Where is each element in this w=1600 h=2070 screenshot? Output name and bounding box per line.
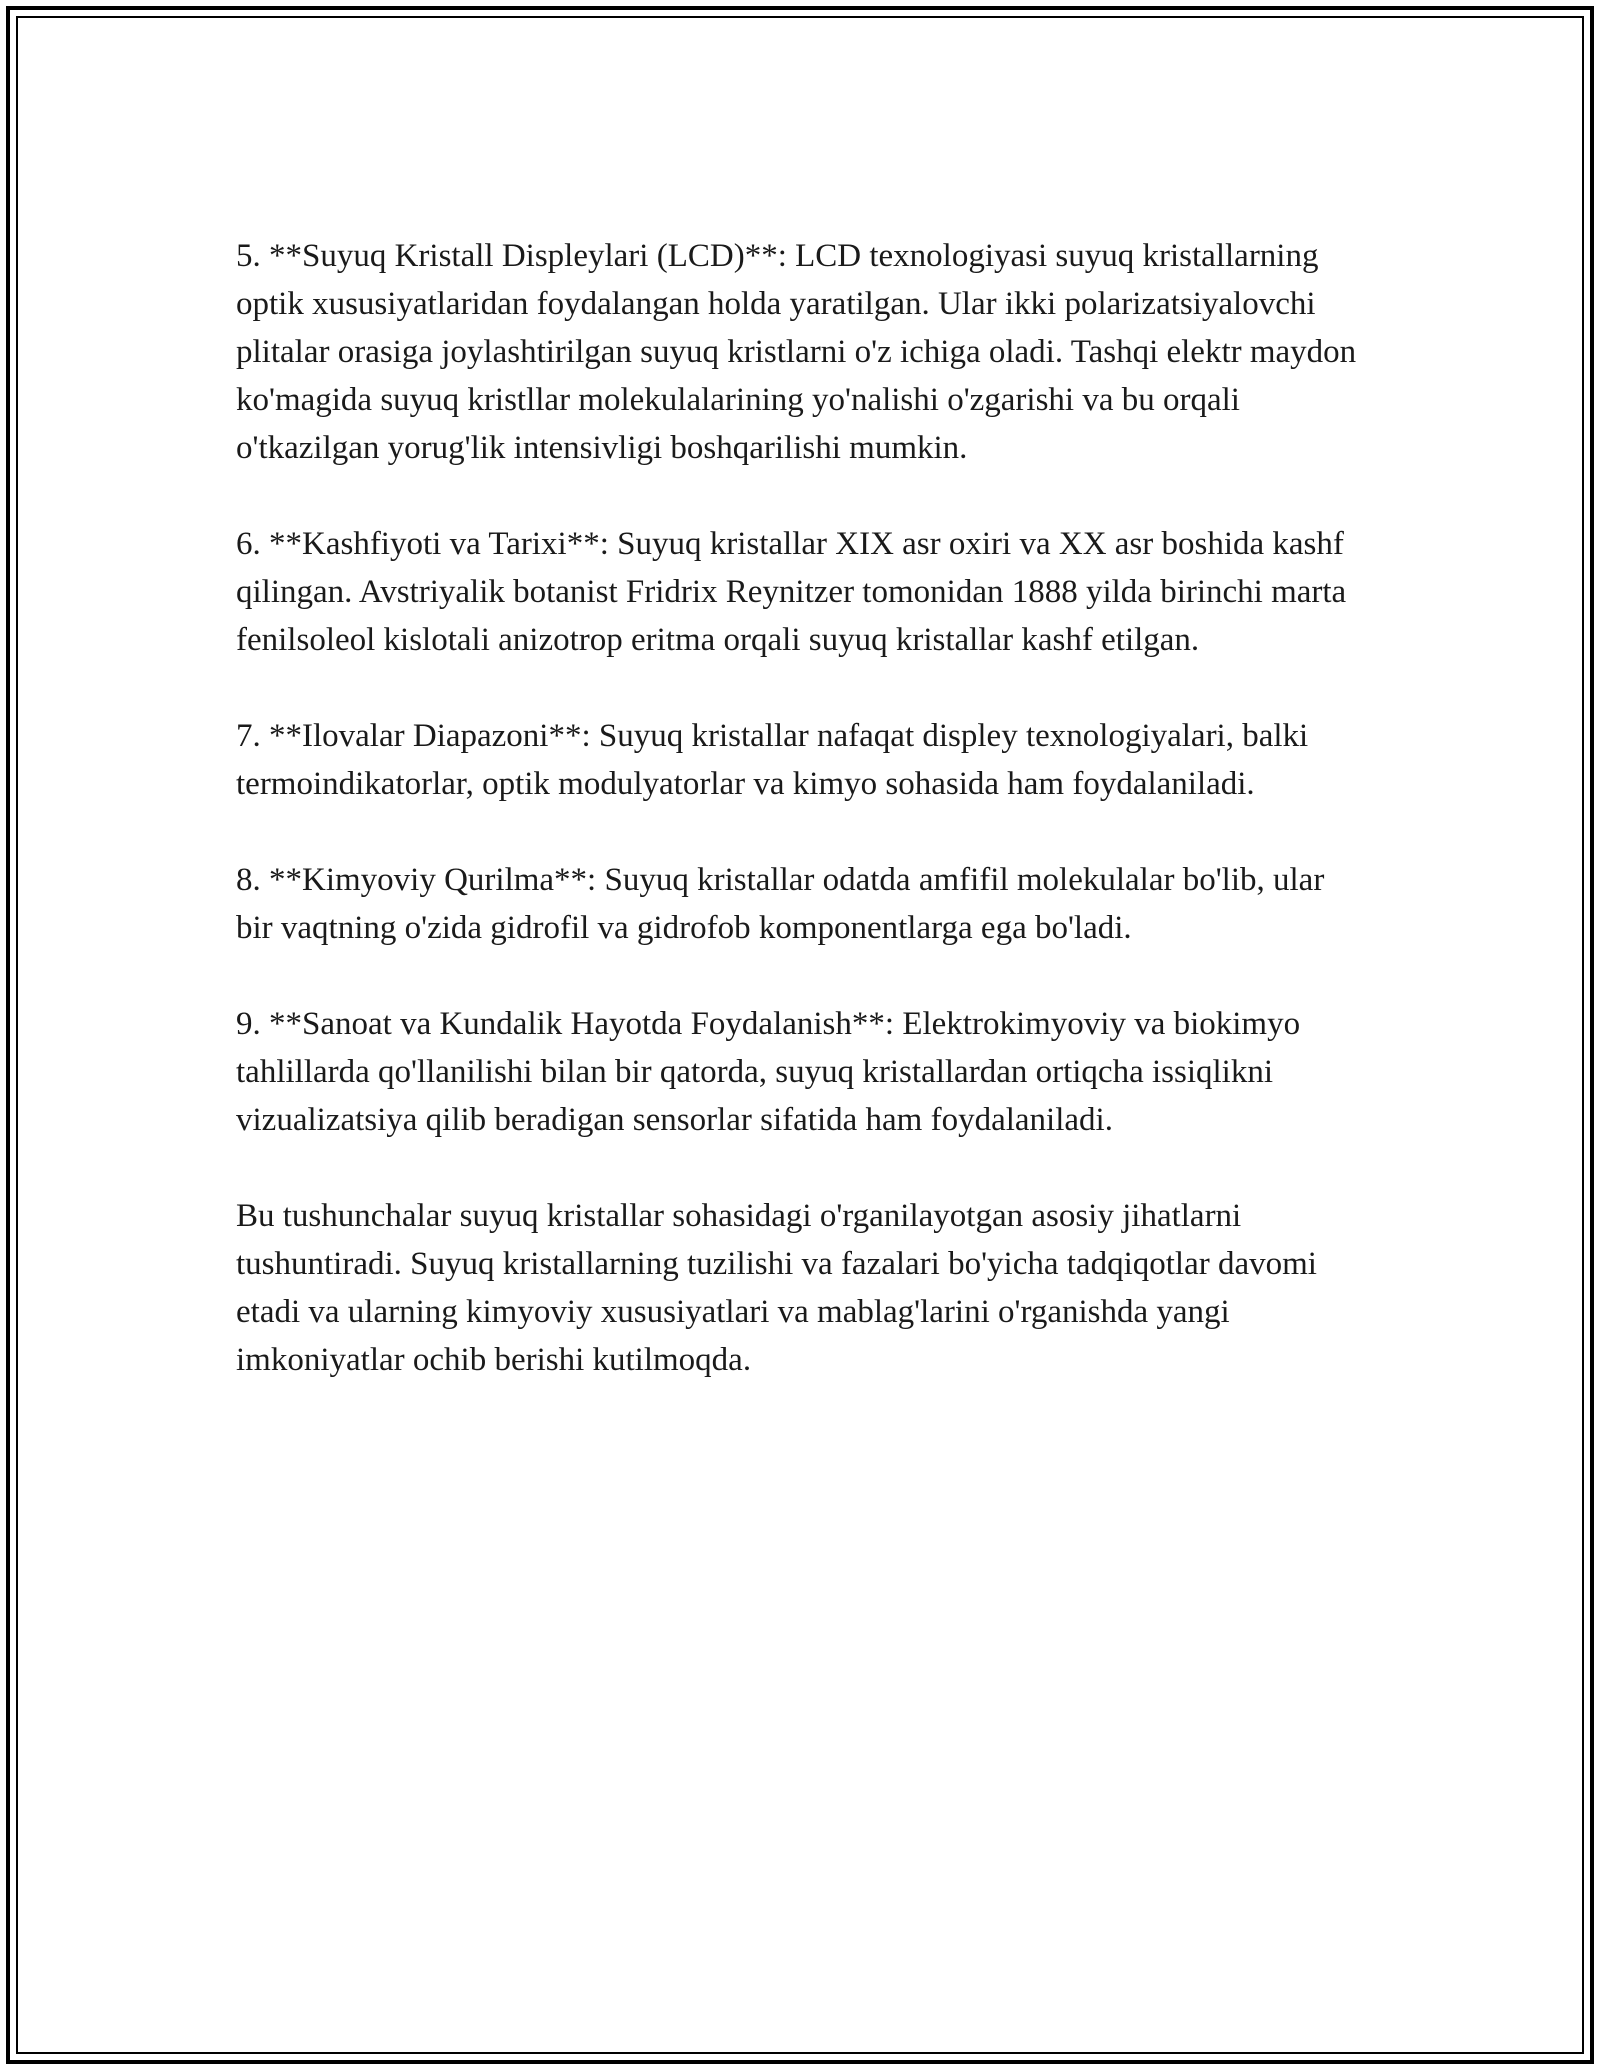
paragraph-item-8: 8. **Kimyoviy Qurilma**: Suyuq kristallar odatda amfifil molekulalar bo'lib, ular bir vaqtning o'zida gidrofil va gidrofob komponentlarga ega bo'ladi. [236, 862, 1325, 946]
conclusion-paragraph: Bu tushunchalar suyuq kristallar sohasidagi o'rganilayotgan asosiy jihatlarni tushuntiradi. Suyuq kristallarning tuzilishi va fazalari bo'yicha tadqiqotlar davomi etadi va ularning kimyoviy xususiyatlari va mablag'larini o'rganishda yangi imkoniyatlar ochib berishi kutilmoqda. [236, 1198, 1317, 1378]
paragraph-item-9: 9. **Sanoat va Kundalik Hayotda Foydalanish**: Elektrokimyoviy va biokimyo tahlillarda qo'llanilishi bilan bir qatorda, suyuq kristallardan ortiqcha issiqlikni vizualizatsiya qilib beradigan sensorlar sifatida ham foydalaniladi. [236, 1006, 1301, 1138]
document-body [236, 232, 1366, 1384]
paragraph-item-6: 6. **Kashfiyoti va Tarixi**: Suyuq kristallar XIX asr oxiri va XX asr boshida kashf qilingan. Avstriyalik botanist Fridrix Reynitzer tomonidan 1888 yilda birinchi marta fenilsoleol kislotali anizotrop eritma orqali suyuq kristallar kashf etilgan. [236, 526, 1347, 658]
paragraph-item-7: 7. **Ilovalar Diapazoni**: Suyuq kristallar nafaqat displey texnologiyalari, balki termoindikatorlar, optik modulyatorlar va kimyo sohasida ham foydalaniladi. [236, 718, 1309, 802]
paragraph-item-5: 5. **Suyuq Kristall Displeylari (LCD)**: LCD texnologiyasi suyuq kristallarning optik xususiyatlaridan foydalangan holda yaratilgan. Ular ikki polarizatsiyalovchi plitalar orasiga joylashtirilgan suyuq kristlarni o'z ichiga oladi. Tashqi elektr maydon ko'magida suyuq kristllar molekulalarining yo'nalishi o'zgarishi va bu orqali o'tkazilgan yorug'lik intensivligi boshqarilishi mumkin. [236, 238, 1357, 466]
